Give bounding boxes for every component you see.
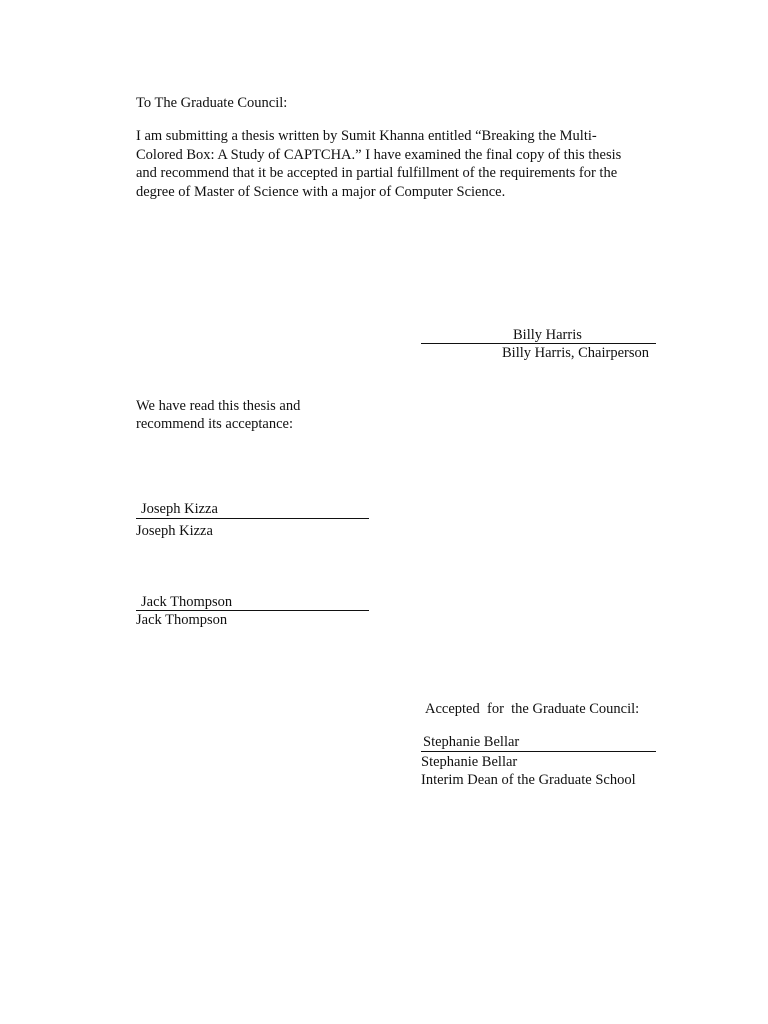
acceptance-heading: Accepted for the Graduate Council: (425, 701, 640, 717)
committee-member-name: Jack Thompson (136, 612, 228, 628)
intro-line: degree of Master of Science with a major of Computer Science. (136, 183, 506, 200)
chair-caption: Billy Harris, Chairperson (502, 345, 649, 361)
committee-member-signature-line (136, 518, 369, 519)
dean-signature: Stephanie Bellar (423, 734, 520, 750)
salutation: To The Graduate Council: (136, 95, 288, 111)
dean-signature-line (421, 751, 656, 752)
committee-statement-line2: recommend its acceptance: (136, 416, 294, 432)
chair-signature: Billy Harris (513, 327, 582, 343)
committee-statement-line1: We have read this thesis and (136, 398, 301, 414)
committee-member-signature: Joseph Kizza (141, 501, 218, 517)
committee-member-signature: Jack Thompson (141, 594, 233, 610)
committee-member-name: Joseph Kizza (136, 523, 213, 539)
dean-title: Interim Dean of the Graduate School (421, 772, 636, 788)
intro-line: I am submitting a thesis written by Sumit Khanna entitled “Breaking the Multi- (136, 128, 597, 144)
intro-paragraph (136, 127, 656, 201)
intro-line: and recommend that it be accepted in partial fulfillment of the requirements for the (136, 165, 618, 181)
intro-line: Colored Box: A Study of CAPTCHA.” I have examined the final copy of this thesis (136, 146, 622, 163)
dean-name: Stephanie Bellar (421, 754, 518, 770)
